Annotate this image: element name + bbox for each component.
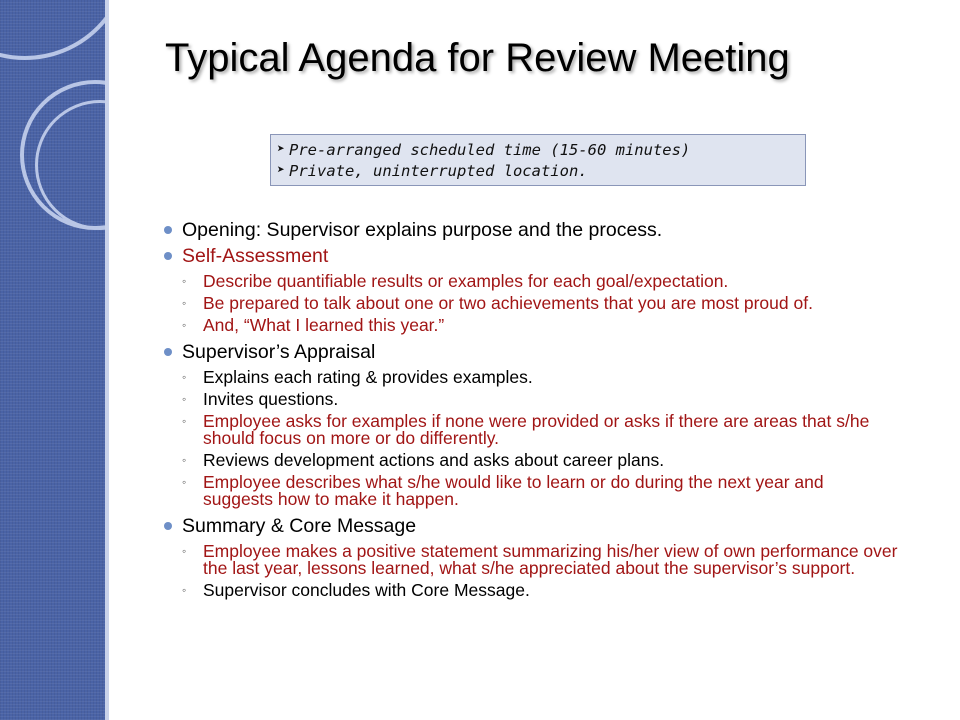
- slide-title: Typical Agenda for Review Meeting: [165, 36, 790, 80]
- sub-item: ◦ Employee asks for examples if none were provided or asks if there are areas that s/he should focus on more or do differently.: [182, 411, 870, 448]
- arrow-bullet-icon: ➤: [277, 163, 285, 178]
- circle-bullet-icon: ◦: [182, 274, 187, 288]
- circle-bullet-icon: ◦: [182, 392, 187, 406]
- sub-item: ◦ Employee makes a positive statement summarizing his/her view of own performance over the last year, lessons learned, what s/he appreciated about the supervisor’s support.: [182, 541, 898, 578]
- circle-bullet-icon: ◦: [182, 475, 187, 489]
- sub-item: ◦ Invites questions.: [182, 389, 339, 409]
- decorative-ring-large: [0, 0, 105, 60]
- bullet-dot-icon: [164, 226, 172, 234]
- callout-item: ➤ Private, uninterrupted location.: [277, 161, 588, 180]
- circle-bullet-icon: ◦: [182, 583, 187, 597]
- circle-bullet-icon: ◦: [182, 453, 187, 467]
- circle-bullet-icon: ◦: [182, 414, 187, 428]
- agenda-item-opening: Opening: Supervisor explains purpose and the process.: [158, 218, 898, 242]
- agenda-list: [158, 218, 898, 599]
- arrow-bullet-icon: ➤: [277, 142, 285, 157]
- callout-box: [270, 134, 806, 186]
- sub-item: ◦ Be prepared to talk about one or two achievements that you are most proud of.: [182, 293, 813, 313]
- sub-item: ◦ And, “What I learned this year.”: [182, 315, 445, 335]
- bullet-dot-icon: [164, 522, 172, 530]
- bullet-dot-icon: [164, 348, 172, 356]
- bullet-dot-icon: [164, 252, 172, 260]
- sub-item: ◦ Supervisor concludes with Core Message.: [182, 580, 530, 600]
- agenda-item-summary: Summary & Core Message: [158, 514, 898, 538]
- decorative-sidebar: [0, 0, 105, 720]
- callout-item: ➤ Pre-arranged scheduled time (15-60 minutes): [277, 140, 691, 159]
- sub-item: ◦ Explains each rating & provides examples.: [182, 367, 533, 387]
- circle-bullet-icon: ◦: [182, 296, 187, 310]
- agenda-item-appraisal: Supervisor’s Appraisal: [158, 340, 898, 364]
- sidebar-edge: [105, 0, 109, 720]
- circle-bullet-icon: ◦: [182, 370, 187, 384]
- sub-item: ◦ Employee describes what s/he would like to learn or do during the next year and suggests how to make it happen.: [182, 472, 824, 509]
- agenda-item-self-assessment: Self-Assessment: [158, 244, 898, 268]
- sub-item: ◦ Describe quantifiable results or examples for each goal/expectation.: [182, 271, 729, 291]
- circle-bullet-icon: ◦: [182, 544, 187, 558]
- sub-item: ◦ Reviews development actions and asks about career plans.: [182, 450, 665, 470]
- circle-bullet-icon: ◦: [182, 318, 187, 332]
